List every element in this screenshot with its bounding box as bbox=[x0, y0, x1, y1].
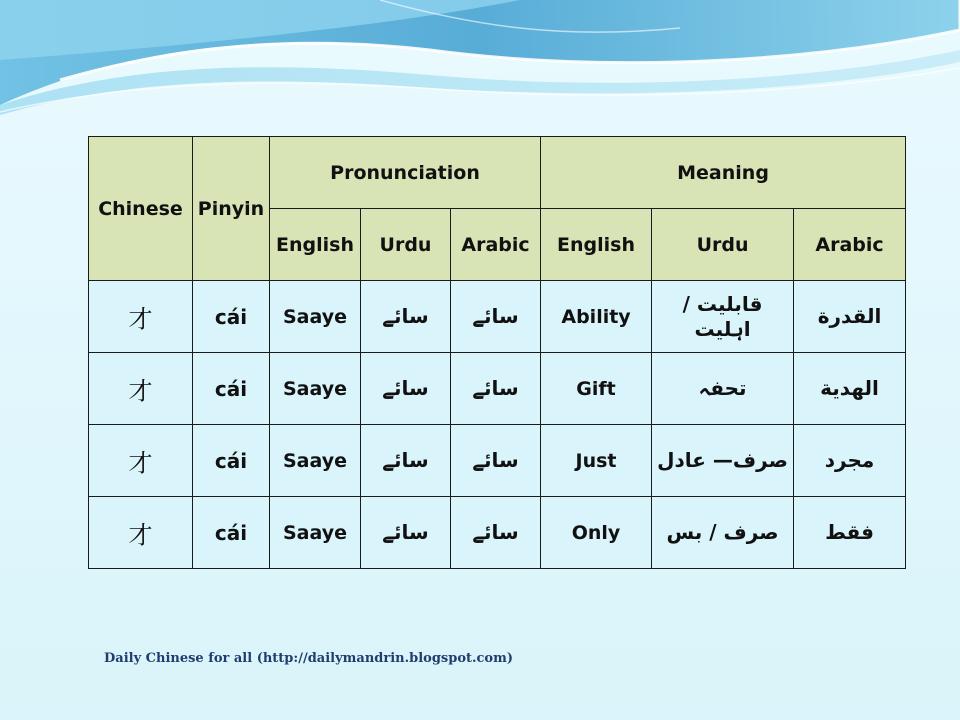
header-chinese: Chinese bbox=[89, 137, 193, 281]
cell-mean-english: Just bbox=[541, 425, 652, 497]
cell-mean-arabic: الهدية bbox=[794, 353, 906, 425]
cell-mean-arabic: فقط bbox=[794, 497, 906, 569]
table-row bbox=[89, 353, 906, 425]
cell-pinyin: cái bbox=[193, 281, 270, 353]
cell-mean-english: Ability bbox=[541, 281, 652, 353]
cell-mean-urdu: تحفہ bbox=[652, 353, 794, 425]
header-meaning: Meaning bbox=[541, 137, 906, 209]
cell-pron-urdu: سائے bbox=[361, 353, 451, 425]
header-mean-urdu: Urdu bbox=[652, 209, 794, 281]
header-mean-english: English bbox=[541, 209, 652, 281]
cell-pron-urdu: سائے bbox=[361, 497, 451, 569]
table-row bbox=[89, 281, 906, 353]
cell-pron-arabic: سائے bbox=[451, 281, 541, 353]
header-pron-urdu: Urdu bbox=[361, 209, 451, 281]
cell-pron-arabic: سائے bbox=[451, 353, 541, 425]
header-pron-english: English bbox=[270, 209, 361, 281]
cell-pron-arabic: سائے bbox=[451, 497, 541, 569]
cell-chinese: 才 bbox=[89, 281, 193, 353]
cell-pron-arabic: سائے bbox=[451, 425, 541, 497]
cell-mean-urdu: صرف— عادل bbox=[652, 425, 794, 497]
cell-mean-arabic: مجرد bbox=[794, 425, 906, 497]
header-row-top bbox=[89, 137, 906, 209]
cell-pron-english: Saaye bbox=[270, 281, 361, 353]
footer-credit: Daily Chinese for all (http://dailymandrin.blogspot.com) bbox=[104, 651, 514, 666]
cell-chinese: 才 bbox=[89, 425, 193, 497]
cell-pron-english: Saaye bbox=[270, 497, 361, 569]
header-pronunciation: Pronunciation bbox=[270, 137, 541, 209]
table-row bbox=[89, 425, 906, 497]
cell-pron-urdu: سائے bbox=[361, 425, 451, 497]
cell-pron-english: Saaye bbox=[270, 353, 361, 425]
cell-chinese: 才 bbox=[89, 497, 193, 569]
cell-pinyin: cái bbox=[193, 425, 270, 497]
cell-mean-english: Gift bbox=[541, 353, 652, 425]
header-pinyin: Pinyin bbox=[193, 137, 270, 281]
cell-pron-urdu: سائے bbox=[361, 281, 451, 353]
cell-chinese: 才 bbox=[89, 353, 193, 425]
cell-pron-english: Saaye bbox=[270, 425, 361, 497]
vocabulary-table bbox=[88, 136, 906, 569]
header-mean-arabic: Arabic bbox=[794, 209, 906, 281]
header-pron-arabic: Arabic bbox=[451, 209, 541, 281]
cell-mean-urdu: قابلیت / اہلیت bbox=[652, 281, 794, 353]
cell-mean-english: Only bbox=[541, 497, 652, 569]
cell-pinyin: cái bbox=[193, 353, 270, 425]
table-row bbox=[89, 497, 906, 569]
cell-mean-urdu: صرف / بس bbox=[652, 497, 794, 569]
cell-pinyin: cái bbox=[193, 497, 270, 569]
cell-mean-arabic: القدرة bbox=[794, 281, 906, 353]
